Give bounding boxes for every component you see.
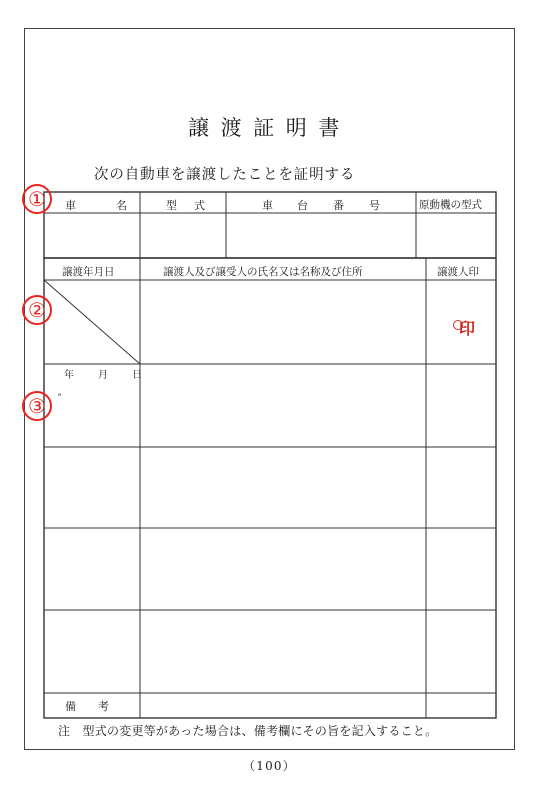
header-car-name-1: 車 (65, 199, 76, 212)
document-subtitle: 次の自動車を譲渡したことを証明する (94, 167, 356, 183)
annotation-two: ② (22, 295, 52, 325)
stray-mark: ᵉ (58, 392, 62, 402)
header-chassis-1: 車 (262, 199, 273, 212)
header-transfer-date: 譲渡年月日 (62, 266, 115, 278)
header-chassis-3: 番 (333, 199, 344, 212)
annotation-three: ③ (22, 391, 52, 421)
transfer-table-border (44, 258, 496, 718)
header-engine-model: 原動機の型式 (419, 199, 482, 211)
header-model-1: 型 (166, 199, 177, 212)
header-car-name-2: 名 (116, 199, 127, 212)
header-chassis-2: 台 (297, 199, 308, 212)
header-chassis-4: 号 (369, 199, 380, 212)
header-model-2: 式 (194, 199, 205, 212)
header-seal: 譲渡人印 (437, 266, 479, 278)
date-format-label: 年 月 日 (64, 370, 149, 381)
footnote: 注 型式の変更等があった場合は、備考欄にその旨を記入すること。 (58, 724, 438, 738)
header-parties: 譲渡人及び譲受人の氏名又は名称及び住所 (163, 266, 363, 278)
page-number: （100） (243, 759, 296, 773)
seal-mark: 印 (459, 319, 476, 338)
remarks-label: 備 考 (65, 700, 109, 713)
annotation-one: ① (22, 184, 52, 214)
diagonal-slash (44, 280, 140, 364)
document-title: 譲渡証明書 (188, 116, 351, 140)
